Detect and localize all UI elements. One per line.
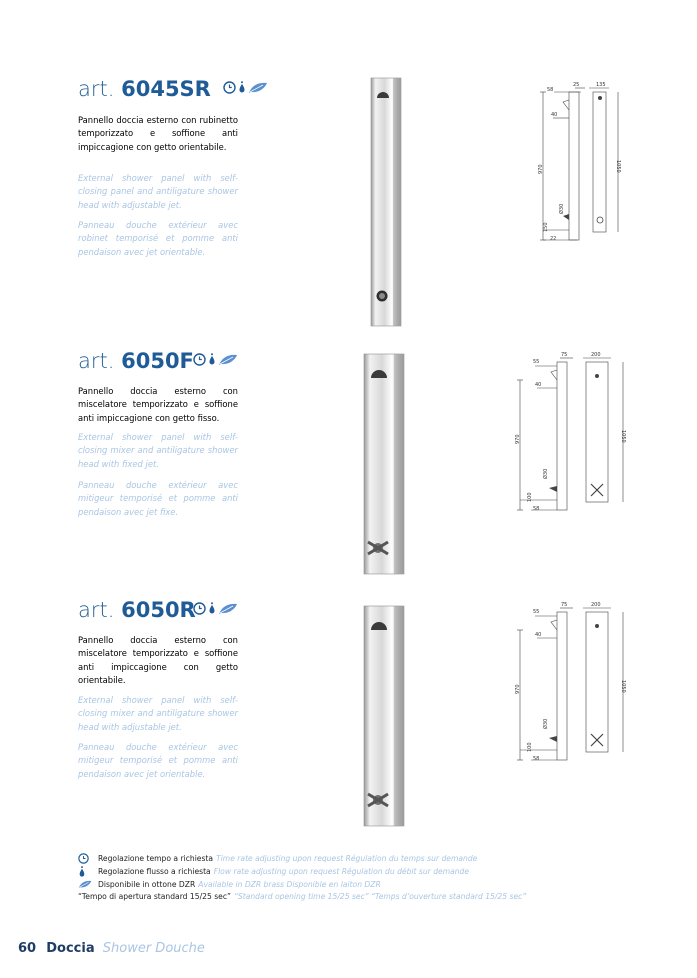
section-title: Doccia — [46, 941, 95, 956]
legend-translation: Flow rate adjusting upon request Régulation du débit sur demande — [213, 867, 470, 876]
dim-label: 100 — [527, 492, 533, 502]
dim-label: Ø30 — [559, 203, 565, 214]
product-title — [78, 77, 211, 101]
dim-label: 150 — [543, 222, 549, 232]
product-photo — [366, 76, 406, 328]
description-italian: Pannello doccia esterno con rubinetto temporizzato e soffione anti impiccagione con getto orientabile. — [78, 115, 238, 152]
water-drop-icon — [208, 353, 216, 366]
clock-icon — [78, 853, 89, 864]
brass-feather-icon — [78, 880, 92, 889]
dim-label: Ø30 — [543, 468, 549, 479]
legend-row — [78, 890, 526, 903]
technical-drawing — [525, 80, 635, 245]
dim-label: 970 — [515, 684, 521, 694]
description-english: External shower panel with self-closing mixer and antiligature shower head with fixed jet. — [78, 432, 238, 469]
description-italian: Pannello doccia esterno con miscelatore temporizzato e soffione anti impiccagione con getto orientabile. — [78, 635, 238, 686]
water-drop-icon — [78, 866, 86, 878]
legend-text: Regolazione flusso a richiesta — [98, 867, 211, 876]
dim-label: 55 — [533, 609, 540, 615]
description-french: Panneau douche extérieur avec mitigeur temporisé et pomme anti pendaison avec jet fixe. — [78, 480, 238, 517]
dim-label: 135 — [596, 82, 606, 88]
dim-label: 58 — [533, 506, 540, 512]
legend-text: “Tempo di apertura standard 15/25 sec” — [78, 892, 231, 901]
dim-label: 75 — [561, 352, 568, 358]
dim-label: 40 — [535, 632, 542, 638]
title-prefix: art. — [78, 77, 115, 101]
legend-row — [78, 852, 526, 865]
dim-label: 100 — [527, 742, 533, 752]
dim-label: 970 — [515, 434, 521, 444]
page-number: 60 — [18, 941, 37, 956]
brass-feather-icon — [218, 603, 238, 615]
water-drop-icon — [238, 81, 246, 94]
dim-label: 1050 — [615, 160, 621, 173]
dim-label: 22 — [550, 236, 557, 242]
technical-drawing — [505, 350, 635, 515]
dim-label: 40 — [535, 382, 542, 388]
product-title — [78, 349, 194, 373]
brass-feather-icon — [248, 82, 268, 94]
legend-row — [78, 865, 526, 878]
dim-label: 1050 — [620, 680, 626, 693]
legend-translation: Available in DZR brass Disponible en laiton DZR — [198, 880, 381, 889]
dim-label: 970 — [538, 164, 544, 174]
product-title — [78, 598, 196, 622]
dim-label: 58 — [547, 87, 554, 93]
dim-label: 58 — [533, 756, 540, 762]
legend-text: Regolazione tempo a richiesta — [98, 854, 214, 863]
page-footer — [18, 941, 205, 956]
description-french: Panneau douche extérieur avec robinet temporisé et pomme anti pendaison avec jet orientable. — [78, 220, 238, 257]
technical-drawing — [505, 600, 635, 765]
dim-label: 1050 — [620, 430, 626, 443]
title-prefix: art. — [78, 349, 115, 373]
product-code: 6050R — [121, 598, 196, 622]
dim-label: 40 — [551, 112, 558, 118]
dim-label: 75 — [561, 602, 568, 608]
feature-icons — [193, 353, 238, 366]
product-code: 6050F — [121, 349, 194, 373]
dim-label: 55 — [533, 359, 540, 365]
dim-label: 25 — [573, 82, 580, 88]
legend-translation: Time rate adjusting upon request Régulation du temps sur demande — [216, 854, 478, 863]
description-english: External shower panel with self-closing mixer and antiligature shower head with adjustable jet. — [78, 695, 238, 732]
brass-feather-icon — [218, 354, 238, 366]
legend-text: Disponibile in ottone DZR — [98, 880, 196, 889]
title-prefix: art. — [78, 598, 115, 622]
dim-label: 200 — [591, 602, 601, 608]
product-code: 6045SR — [121, 77, 211, 101]
dim-label: Ø30 — [543, 718, 549, 729]
product-photo — [358, 352, 410, 576]
clock-icon — [193, 353, 206, 366]
water-drop-icon — [208, 602, 216, 615]
legend-translation: “Standard opening time 15/25 sec” “Temps d’ouverture standard 15/25 sec” — [233, 892, 527, 901]
description-italian: Pannello doccia esterno con miscelatore temporizzato e soffione anti impiccagione con getto fisso. — [78, 386, 238, 423]
clock-icon — [193, 602, 206, 615]
feature-icons — [193, 602, 238, 615]
dim-label: 200 — [591, 352, 601, 358]
product-photo — [358, 604, 410, 828]
icon-legend — [78, 852, 526, 903]
description-french: Panneau douche extérieur avec mitigeur temporisé et pomme anti pendaison avec jet orientable. — [78, 742, 238, 779]
section-subtitle: Shower Douche — [102, 941, 205, 956]
feature-icons — [223, 81, 268, 94]
description-english: External shower panel with self-closing panel and antiligature shower head with adjustable jet. — [78, 173, 238, 210]
clock-icon — [223, 81, 236, 94]
